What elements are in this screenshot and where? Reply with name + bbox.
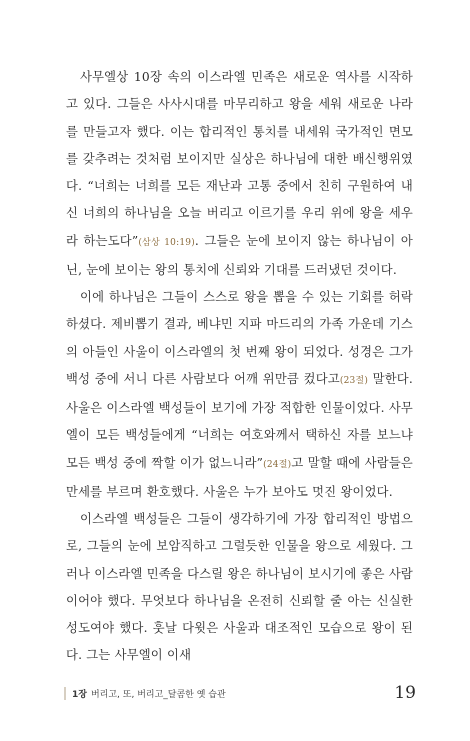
- page-footer: [64, 682, 416, 704]
- paragraph-2-text-middle: 말한다. 사울은 이스라엘 백성들이 보기에 가장 적합한 인물이었다. 사무엘이 모든 백성들에게 “너희는 여호와께서 택하신 자를 보느냐 모든 백성 중에 짝할 이가 없느니라”: [66, 371, 413, 470]
- scripture-reference: (삼상 10:19): [138, 237, 195, 248]
- body-text: [66, 64, 413, 670]
- paragraph-1-text: 사무엘상 10장 속의 이스라엘 민족은 새로운 역사를 시작하고 있다. 그들은 사사시대를 마무리하고 왕을 세워 새로운 나라를 만들고자 했다. 이는 합리적인 통치를 내세워 국가적인 면모를 갖추려는 것처럼 보이지만 실상은 하나님에 대한 배신행위였다. “너희는 너희를 모든 재난과 고통 중에서 친히 구원하여 내신 너희의 하나님을 오늘 버리고 이르기를 우리 위에 왕을 세우라 하는도다”: [66, 70, 413, 248]
- chapter-title: 버리고, 또, 버리고_달콤한 옛 습관: [90, 689, 226, 700]
- footer-divider: [64, 687, 66, 700]
- paragraph-2-text: 이에 하나님은 그들이 스스로 왕을 뽑을 수 있는 기회를 허락하셨다. 제비뽑기 결과, 베냐민 지파 마드리의 가족 가운데 기스의 아들인 사울이 이스라엘의 첫 번째 왕이 되었다. 성경은 그가 백성 중에 서니 다른 사람보다 어깨 위만큼 컸다고: [66, 290, 413, 386]
- paragraph-2-text-end: 고 말할 때에 사람들은 만세를 부르며 환호했다. 사울은 누가 보아도 멋진 왕이었다.: [66, 455, 413, 499]
- paragraph-3-text: 이스라엘 백성들은 그들이 생각하기에 가장 합리적인 방법으로, 그들의 눈에 보암직하고 그럴듯한 인물을 왕으로 세웠다. 그러나 이스라엘 민족을 다스릴 왕은 하나님이 보시기에 좋은 사람이어야 했다. 무엇보다 하나님을 온전히 신뢰할 줄 아는 신실한 성도여야 했다. 훗날 다윗은 사울과 대조적인 모습으로 왕이 된다. 그는 사무엘이 이새: [66, 512, 413, 663]
- paragraph-3: [66, 506, 413, 670]
- paragraph-1: [66, 64, 413, 284]
- paragraph-2: [66, 284, 413, 506]
- chapter-label: 1장: [72, 689, 87, 700]
- verse-reference-2: (24절): [263, 459, 292, 470]
- page-number: 19: [394, 683, 416, 703]
- verse-reference: (23절): [339, 375, 369, 386]
- paragraph-1-text-end: . 그들은 눈에 보이지 않는 하나님이 아닌, 눈에 보이는 왕의 통치에 신뢰와 기대를 드러냈던 것이다.: [66, 233, 413, 277]
- running-title: [72, 687, 394, 700]
